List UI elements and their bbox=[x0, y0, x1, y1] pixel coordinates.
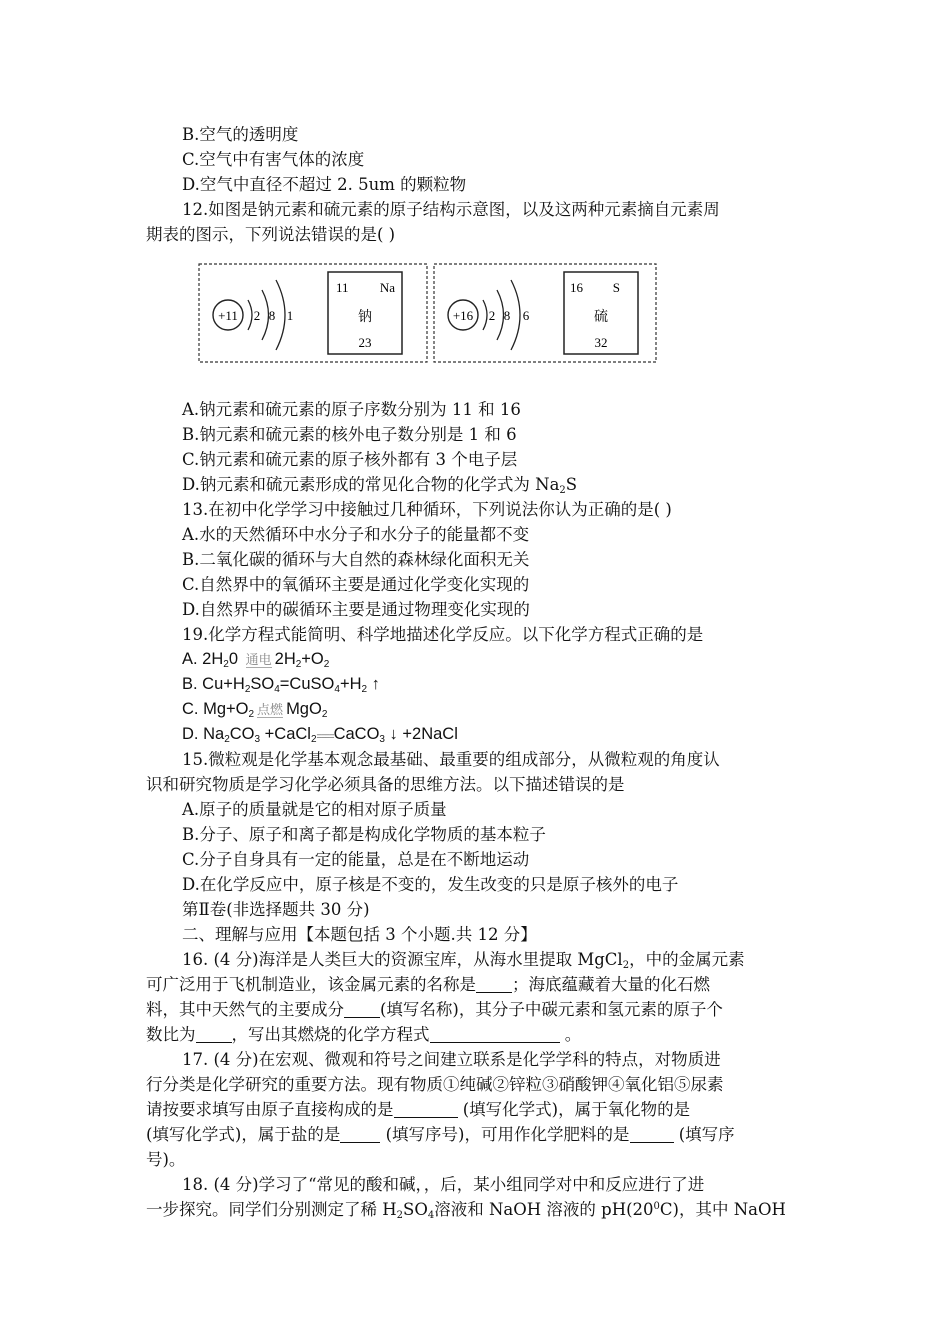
s-shell-arc-3 bbox=[511, 280, 520, 350]
q12-stem-cont: 期表的图示，下列说法错误的是( ) bbox=[146, 225, 396, 244]
s-shell-arc-2 bbox=[497, 290, 504, 340]
na-atomic-mass: 23 bbox=[358, 335, 372, 350]
q15-option-a: A.原子的质量就是它的相对原子质量 bbox=[182, 800, 447, 819]
q16-line-4: 数比为 ，写出其燃烧的化学方程式 。 bbox=[146, 1025, 582, 1044]
q15-option-b: B.分子、原子和离子都是构成化学物质的基本粒子 bbox=[182, 825, 546, 844]
q13-option-a: A.水的天然循环中水分子和水分子的能量都不变 bbox=[182, 525, 530, 544]
q11-option-d: D.空气中直径不超过 2. 5um 的颗粒物 bbox=[182, 175, 467, 194]
q17-line-4: (填写化学式)，属于盐的是 (填写序号)，可用作化学肥料的是 (填写序 bbox=[146, 1125, 735, 1144]
s-atomic-number: 16 bbox=[570, 280, 583, 295]
na-element-card bbox=[328, 272, 402, 354]
q17-line-3: 请按要求填写由原子直接构成的是 (填写化学式)，属于氧化物的是 bbox=[146, 1100, 691, 1119]
s-nucleus-charge: +16 bbox=[452, 308, 474, 323]
q13-stem: 13.在初中化学学习中接触过几种循环，下列说法你认为正确的是( ) bbox=[182, 500, 672, 519]
q16-line-1: 16. (4 分)海洋是人类巨大的资源宝库，从海水里提取 MgCl$_2$，中的金属元素 bbox=[182, 950, 745, 971]
q16-blank-metal-name[interactable] bbox=[476, 976, 512, 993]
q12-stem: 12.如图是钠元素和硫元素的原子结构示意图，以及这两种元素摘自元素周 bbox=[182, 200, 720, 219]
q16-blank-gas-name[interactable] bbox=[344, 1001, 380, 1018]
q16-blank-equation[interactable] bbox=[430, 1026, 560, 1043]
q15-option-c: C.分子自身具有一定的能量，总是在不断地运动 bbox=[182, 850, 530, 869]
na-shell-arc-2 bbox=[262, 290, 269, 340]
q15-option-d: D.在化学反应中，原子核是不变的，发生改变的只是原子核外的电子 bbox=[182, 875, 679, 894]
q13-option-b: B.二氧化碳的循环与大自然的森林绿化面积无关 bbox=[182, 550, 530, 569]
na-symbol: Na bbox=[379, 280, 395, 295]
na-shell-2-count: 8 bbox=[268, 308, 276, 323]
q13-option-c: C.自然界中的氧循环主要是通过化学变化实现的 bbox=[182, 575, 530, 594]
s-shell-2-count: 8 bbox=[503, 308, 511, 323]
q12-option-a: A.钠元素和硫元素的原子序数分别为 11 和 16 bbox=[182, 400, 521, 419]
na-nucleus-charge: +11 bbox=[218, 308, 238, 323]
q19-option-b: B. $Cu+H_2SO_4=CuSO_4+H_2$ ↑ bbox=[182, 675, 380, 695]
q19-option-d: D. $Na_2CO_3$ +CaCl$_2$====CaCO$_3$ ↓ +2NaCl bbox=[182, 725, 458, 745]
q17-blank-salt[interactable] bbox=[340, 1126, 380, 1143]
na-shell-1-count: 2 bbox=[253, 308, 261, 323]
q11-option-b: B.空气的透明度 bbox=[182, 125, 299, 144]
q18-line-1: 18. (4 分)学习了“常见的酸和碱，，后，某小组同学对中和反应进行了进 bbox=[182, 1175, 705, 1194]
q17-blank-fertilizer[interactable] bbox=[630, 1126, 674, 1143]
q12-option-d: D.钠元素和硫元素形成的常见化合物的化学式为 $Na_2S$ bbox=[182, 475, 578, 496]
q12-option-c: C.钠元素和硫元素的原子核外都有 3 个电子层 bbox=[182, 450, 518, 469]
s-name: 硫 bbox=[594, 309, 608, 325]
q16-blank-ratio[interactable] bbox=[196, 1026, 232, 1043]
na-atomic-number: 11 bbox=[336, 280, 349, 295]
s-atomic-mass: 32 bbox=[594, 335, 608, 350]
na-shell-arc-1 bbox=[248, 300, 252, 330]
na-atom-diagram bbox=[213, 280, 293, 350]
q19c-condition: 点燃 bbox=[257, 702, 284, 717]
q11-option-c: C.空气中有害气体的浓度 bbox=[182, 150, 365, 169]
s-shell-arc-1 bbox=[483, 300, 487, 330]
atomic-structure-figure bbox=[198, 262, 660, 366]
s-shell-1-count: 2 bbox=[488, 308, 496, 323]
s-symbol: S bbox=[612, 280, 620, 295]
na-shell-arc-3 bbox=[276, 280, 285, 350]
q12-option-b: B.钠元素和硫元素的核外电子数分别是 1 和 6 bbox=[182, 425, 517, 444]
s-element-card bbox=[564, 272, 638, 354]
section-2-part-heading: 二、理解与应用【本题包括 3 个小题.共 12 分】 bbox=[182, 925, 537, 944]
q19-option-c: C. $Mg+O_2$ 点燃 MgO$_2$ bbox=[182, 700, 328, 720]
na-shell-3-count: 1 bbox=[286, 308, 294, 323]
q16-line-2: 可广泛用于飞机制造业，该金属元素的名称是 ；海底蕴藏着大量的化石燃 bbox=[146, 975, 710, 994]
q19d-equals-sign: ==== bbox=[316, 731, 334, 741]
na-name: 钠 bbox=[358, 309, 372, 325]
q19a-condition: 通电 bbox=[245, 652, 272, 667]
q17-line-2: 行分类是化学研究的重要方法。现有物质①纯碱②锌粒③硝酸钾④氧化铝⑤尿素 bbox=[146, 1075, 724, 1094]
q17-line-5: 号)。 bbox=[146, 1150, 186, 1169]
q17-blank-atomic-substance[interactable] bbox=[394, 1101, 458, 1118]
q16-line-3: 料，其中天然气的主要成分 (填写名称)，其分子中碳元素和氢元素的原子个 bbox=[146, 1000, 723, 1019]
s-atom-diagram bbox=[448, 280, 530, 350]
q15-stem: 15.微粒观是化学基本观念最基础、最重要的组成部分，从微粒观的角度认 bbox=[182, 750, 720, 769]
q17-line-1: 17. (4 分)在宏观、微观和符号之间建立联系是化学学科的特点，对物质进 bbox=[182, 1050, 721, 1069]
q19-stem: 19.化学方程式能简明、科学地描述化学反应。以下化学方程式正确的是 bbox=[182, 625, 704, 644]
s-shell-3-count: 6 bbox=[522, 308, 530, 323]
q13-option-d: D.自然界中的碳循环主要是通过物理变化实现的 bbox=[182, 600, 530, 619]
q15-stem-cont: 识和研究物质是学习化学必须具备的思维方法。以下描述错误的是 bbox=[146, 775, 625, 794]
q19-option-a: A. $2H_20$ 通电 $2H_2+O_2$ bbox=[182, 650, 330, 670]
q18-line-2: 一步探究。同学们分别测定了稀 $H_2SO_4$溶液和 NaOH 溶液的 $pH(20^0C)$，其中 NaOH bbox=[146, 1200, 786, 1221]
section-2-title: 第Ⅱ卷(非选择题共 30 分) bbox=[182, 900, 370, 919]
